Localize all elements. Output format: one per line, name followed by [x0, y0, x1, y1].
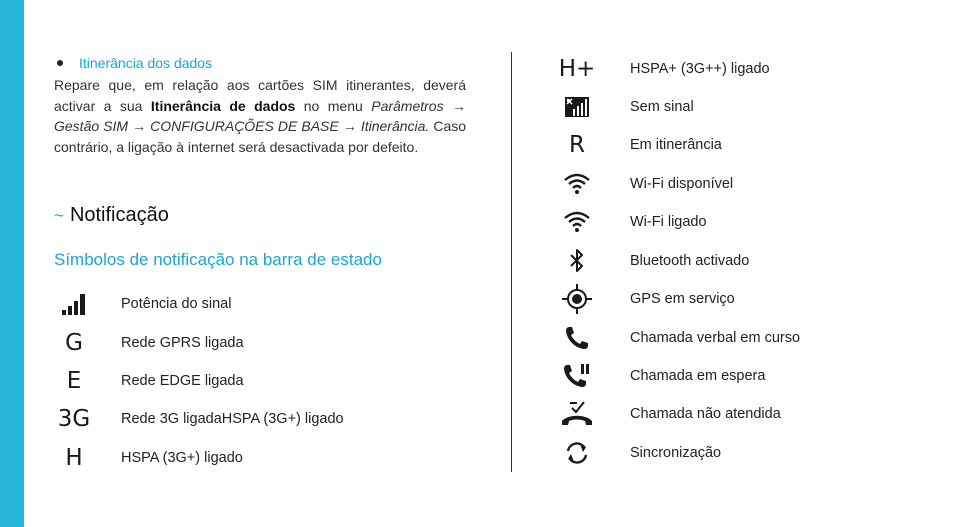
hspa-plus-icon: H+	[558, 56, 596, 82]
para-period: .	[425, 118, 430, 135]
list-item	[54, 328, 244, 358]
para-text-2: no menu	[295, 97, 372, 114]
item-label: Bluetooth activado	[630, 253, 750, 269]
item-label: HSPA (3G+) ligado	[121, 450, 243, 466]
list-item	[557, 169, 733, 199]
roaming-section	[54, 52, 466, 157]
list-item	[557, 246, 749, 276]
edge-icon: E	[66, 368, 82, 394]
list-item	[557, 92, 694, 122]
list-item	[557, 399, 781, 429]
roaming-icon: R	[569, 132, 585, 158]
list-item	[54, 366, 244, 396]
bullet-icon	[57, 60, 63, 66]
item-label: Chamada em espera	[630, 368, 766, 384]
arrow-icon: →	[342, 118, 357, 135]
item-label: HSPA+ (3G++) ligado	[630, 61, 770, 77]
no-signal-icon	[557, 95, 597, 119]
list-item	[54, 289, 231, 319]
bluetooth-icon	[557, 246, 597, 276]
gps-icon	[557, 283, 597, 315]
list-item	[557, 438, 721, 468]
3g-icon: 3G	[57, 406, 91, 432]
item-label: Chamada não atendida	[630, 406, 781, 422]
item-label: Rede EDGE ligada	[121, 373, 244, 389]
roaming-paragraph	[54, 75, 466, 157]
roaming-bullet	[54, 52, 466, 74]
column-divider	[511, 52, 512, 472]
list-item	[557, 323, 800, 353]
hspa-icon: H	[65, 445, 83, 471]
para-bold-roaming: Itinerância de dados	[150, 97, 296, 114]
list-item	[557, 207, 707, 237]
item-label: Rede GPRS ligada	[121, 335, 244, 351]
gprs-icon: G	[65, 330, 83, 356]
section-title	[54, 204, 169, 227]
item-label: Wi-Fi ligado	[630, 214, 707, 230]
item-label: Em itinerância	[630, 137, 722, 153]
subheading: Símbolos de notificação na barra de estado	[54, 250, 382, 269]
left-accent-bar	[0, 0, 24, 527]
menu-path-3: CONFIGURAÇÕES DE BASE	[150, 118, 339, 135]
item-label: Chamada verbal em curso	[630, 330, 801, 346]
roaming-bullet-title: Itinerância dos dados	[79, 55, 213, 71]
sync-icon	[557, 439, 597, 467]
wifi-available-icon	[557, 172, 597, 196]
item-label: GPS em serviço	[630, 291, 735, 307]
item-label: Sincronização	[630, 445, 722, 461]
arrow-icon: →	[132, 118, 147, 135]
list-item	[557, 54, 770, 84]
para-text-1: Repare que, em relação aos cartões SIM itinerantes, deverá activar a sua	[54, 77, 466, 114]
arrow-icon: →	[452, 97, 467, 114]
list-item	[557, 284, 735, 314]
signal-strength-icon	[54, 292, 94, 316]
menu-path-2: Gestão SIM	[54, 118, 129, 135]
list-item	[557, 361, 765, 391]
item-label: Wi-Fi disponível	[630, 176, 734, 192]
menu-path-1: Parâmetros	[371, 97, 444, 114]
call-in-progress-icon	[557, 324, 597, 352]
list-item	[557, 130, 722, 160]
item-label: Potência do sinal	[121, 296, 232, 312]
item-label: Rede 3G ligadaHSPA (3G+) ligado	[121, 411, 344, 427]
tilde-mark: ~	[54, 206, 64, 225]
missed-call-icon	[557, 399, 597, 429]
section-title-text: Notificação	[69, 204, 169, 226]
menu-path-4: Itinerância	[360, 118, 426, 135]
item-label: Sem sinal	[630, 99, 694, 115]
para-text-3: Caso contrário, a ligação à internet será desactivada por defeito.	[54, 118, 467, 155]
wifi-connected-icon	[557, 210, 597, 234]
list-item	[54, 404, 344, 434]
list-item	[54, 443, 243, 473]
call-on-hold-icon	[557, 362, 597, 390]
